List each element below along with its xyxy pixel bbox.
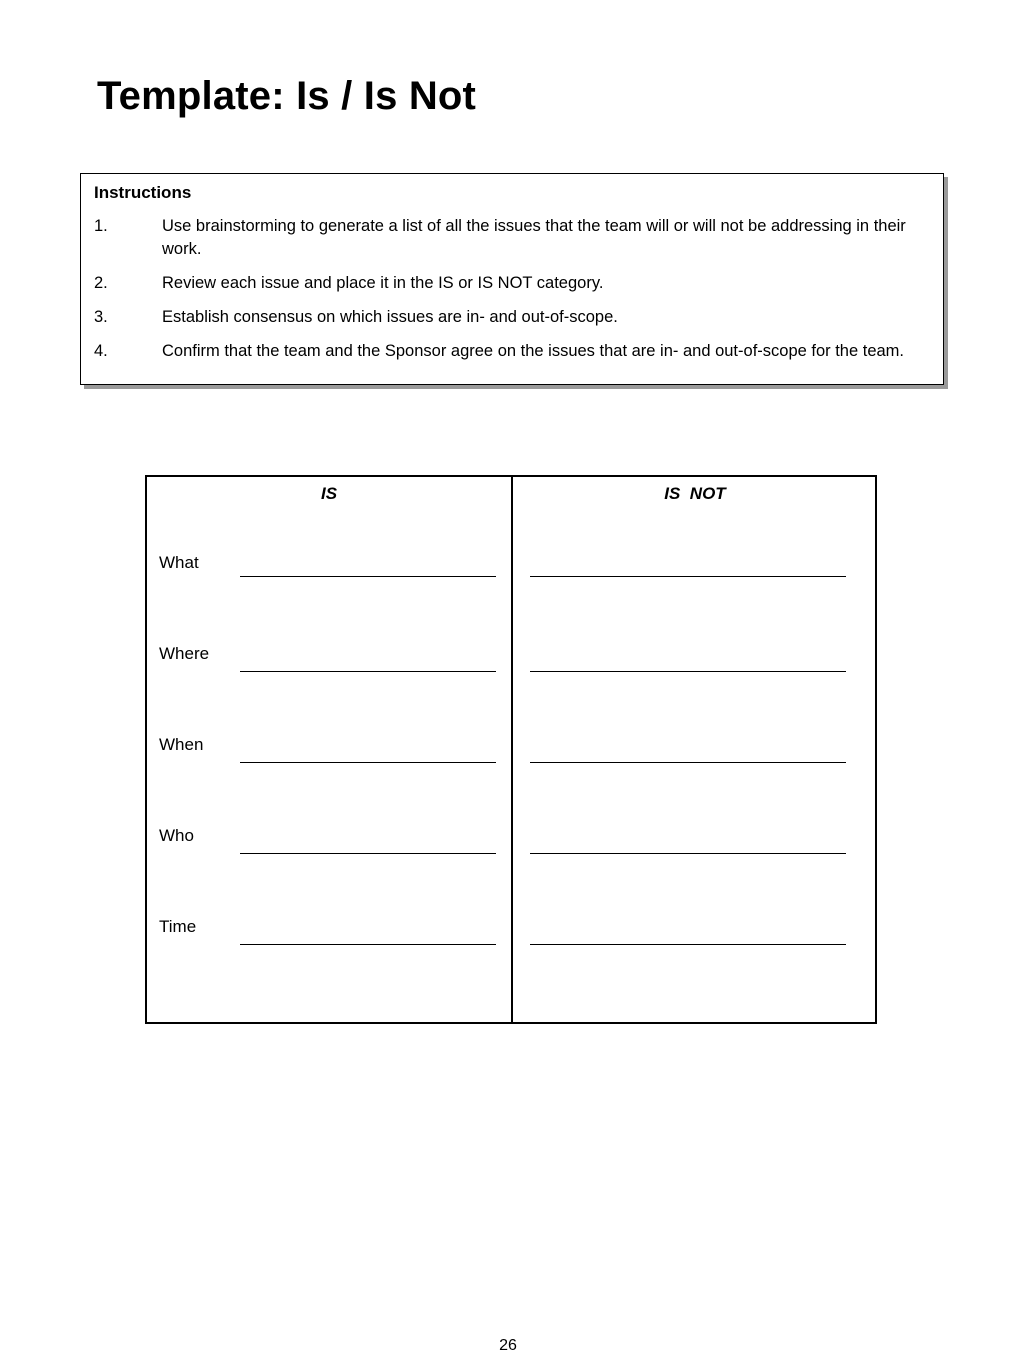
is-not-answer-line-when[interactable] [530, 762, 846, 763]
instruction-text: Confirm that the team and the Sponsor agree on the issues that are in- and out-of-scope for the team. [162, 342, 905, 360]
instruction-number: 1. [94, 217, 108, 235]
instruction-text: Use brainstorming to generate a list of all the issues that the team will or will not be addressing in their work. [162, 217, 906, 258]
row-label-where: Where [159, 644, 210, 663]
row-label-when: When [159, 735, 204, 754]
row-label-who: Who [159, 826, 194, 845]
is-not-column-header: IS NOT [664, 484, 726, 503]
instruction-text: Review each issue and place it in the IS or IS NOT category. [162, 274, 604, 292]
instruction-number: 2. [94, 274, 108, 292]
is-answer-line-time[interactable] [240, 944, 496, 945]
is-answer-line-what[interactable] [240, 576, 496, 577]
column-divider [511, 477, 513, 1022]
is-column-header: IS [320, 484, 338, 503]
is-not-answer-line-time[interactable] [530, 944, 846, 945]
page-title: Template: Is / Is Not [97, 74, 477, 118]
instructions-box [80, 173, 944, 385]
is-is-not-worksheet [145, 475, 877, 1024]
instruction-number: 4. [94, 342, 108, 360]
is-answer-line-who[interactable] [240, 853, 496, 854]
instructions-heading: Instructions [94, 183, 192, 202]
row-label-what: What [159, 553, 199, 572]
page-number: 26 [499, 1337, 517, 1354]
instruction-text: Establish consensus on which issues are in- and out-of-scope. [162, 308, 618, 326]
is-not-answer-line-who[interactable] [530, 853, 846, 854]
is-not-answer-line-what[interactable] [530, 576, 846, 577]
is-answer-line-where[interactable] [240, 671, 496, 672]
instruction-number: 3. [94, 308, 108, 326]
is-not-answer-line-where[interactable] [530, 671, 846, 672]
is-answer-line-when[interactable] [240, 762, 496, 763]
row-label-time: Time [159, 917, 197, 936]
